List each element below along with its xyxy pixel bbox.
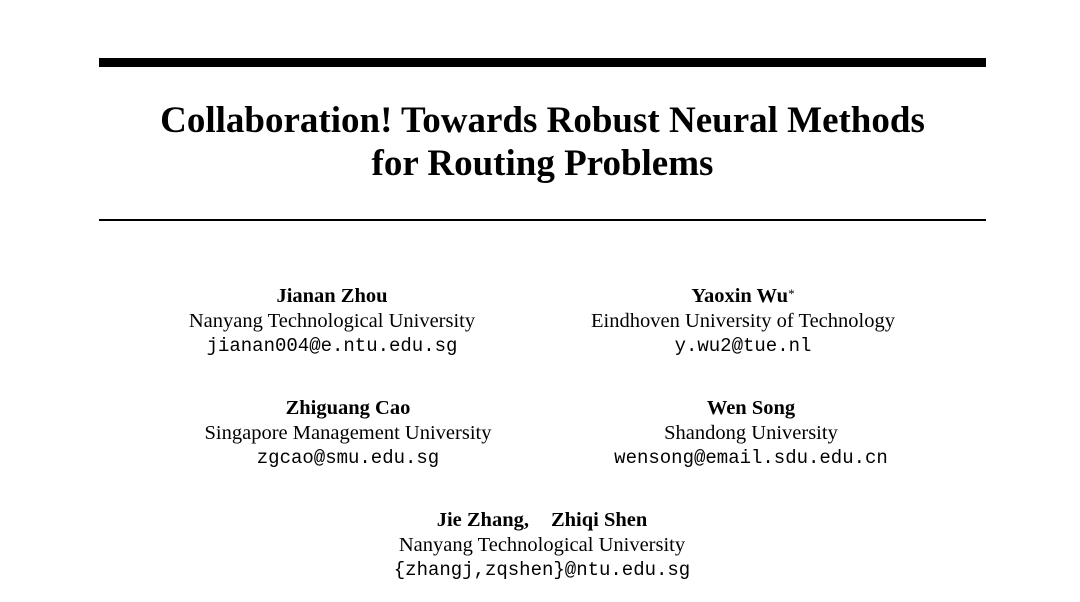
author-names-row (332, 508, 752, 533)
author-email: {zhangj,zqshen}@ntu.edu.sg (393, 559, 691, 581)
author-block (533, 284, 953, 359)
title-line-1: Collaboration! Towards Robust Neural Methods (160, 100, 925, 141)
author-email: zgcao@smu.edu.sg (256, 447, 440, 469)
author-email: wensong@email.sdu.edu.cn (614, 447, 888, 469)
title-bottom-rule (99, 219, 986, 221)
author-name: Jianan Zhou (276, 285, 388, 307)
paper-title (99, 99, 986, 185)
corresponding-author-mark: * (788, 286, 795, 301)
author-affiliation: Nanyang Technological University (188, 310, 476, 332)
author-affiliation: Shandong University (664, 422, 838, 444)
author-name: Zhiguang Cao (285, 397, 411, 419)
author-name-row (533, 284, 953, 309)
author-block (122, 284, 542, 359)
author-name: Yaoxin Wu (691, 285, 789, 307)
author-email: jianan004@e.ntu.edu.sg (206, 335, 458, 357)
author-name: Jie Zhang, (436, 509, 529, 531)
author-affiliation: Nanyang Technological University (398, 534, 686, 556)
title-line-2: for Routing Problems (371, 143, 714, 184)
author-block (138, 396, 558, 471)
author-email: y.wu2@tue.nl (674, 335, 812, 357)
author-block (541, 396, 961, 471)
top-rule (99, 58, 986, 67)
author-affiliation: Singapore Management University (204, 422, 492, 444)
author-affiliation: Eindhoven University of Technology (591, 310, 895, 332)
author-name: Zhiqi Shen (550, 509, 648, 531)
author-name: Wen Song (706, 397, 796, 419)
shared-author-block (332, 508, 752, 583)
